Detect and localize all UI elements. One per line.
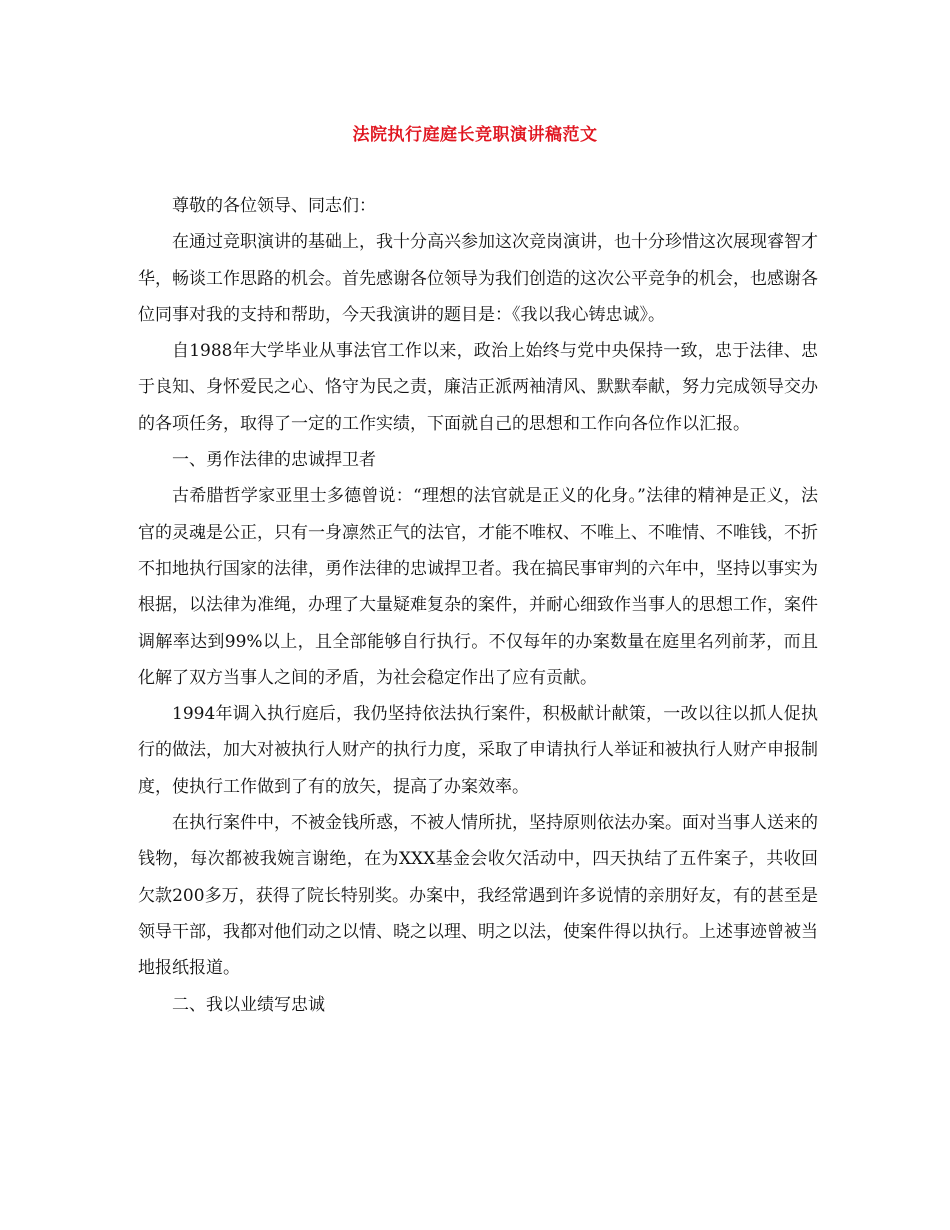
salutation: 尊敬的各位领导、同志们：: [172, 196, 376, 216]
paragraph-intro: 在通过竞职演讲的基础上，我十分高兴参加这次竞岗演讲，也十分珍惜这次展现睿智才华，畅谈工作思路的机会。首先感谢各位领导为我们创造的这次公平竞争的机会，也感谢各位同事对我的支持和帮助，今天我演讲的题目是：《我以我心铸忠诚》。: [138, 232, 818, 325]
paragraph-section-1-b: 1994年调入执行庭后，我仍坚持依法执行案件，积极献计献策，一改以往以抓人促执行的做法，加大对被执行人财产的执行力度，采取了申请执行人举证和被执行人财产申报制度，使执行工作做到了有的放矢，提高了办案效率。: [138, 704, 818, 797]
paragraph-section-1-c: 在执行案件中，不被金钱所惑，不被人情所扰，坚持原则依法办案。面对当事人送来的钱物，每次都被我婉言谢绝，在为XXX基金会收欠活动中，四天执结了五件案子，共收回欠款200多万，获得了院长特别奖。办案中，我经常遇到许多说情的亲朋好友，有的甚至是领导干部，我都对他们动之以情、晓之以理、明之以法，使案件得以执行。上述事迹曾被当地报纸报道。: [138, 813, 818, 979]
section-heading-2: 二、我以业绩写忠诚: [172, 994, 325, 1015]
paragraph-background: 自1988年大学毕业从事法官工作以来，政治上始终与党中央保持一致，忠于法律、忠于良知、身怀爱民之心、恪守为民之责，廉洁正派两袖清风、默默奉献，努力完成领导交办的各项任务，取得了一定的工作实绩，下面就自己的思想和工作向各位作以汇报。: [138, 341, 818, 434]
paragraph-section-1-a: 古希腊哲学家亚里士多德曾说：“理想的法官就是正义的化身。”法律的精神是正义，法官的灵魂是公正，只有一身凛然正气的法官，才能不唯权、不唯上、不唯情、不唯钱，不折不扣地执行国家的法律，勇作法律的忠诚捍卫者。我在搞民事审判的六年中，坚持以事实为根据，以法律为准绳，办理了大量疑难复杂的案件，并耐心细致作当事人的思想工作，案件调解率达到99%以上，且全部能够自行执行。不仅每年的办案数量在庭里名列前茅，而且化解了双方当事人之间的矛盾，为社会稳定作出了应有贡献。: [138, 486, 818, 688]
document-title: 法院执行庭庭长竞职演讲稿范文: [352, 125, 598, 145]
document-body: [138, 188, 818, 1023]
section-heading-1: 一、勇作法律的忠诚捍卫者: [172, 450, 376, 471]
